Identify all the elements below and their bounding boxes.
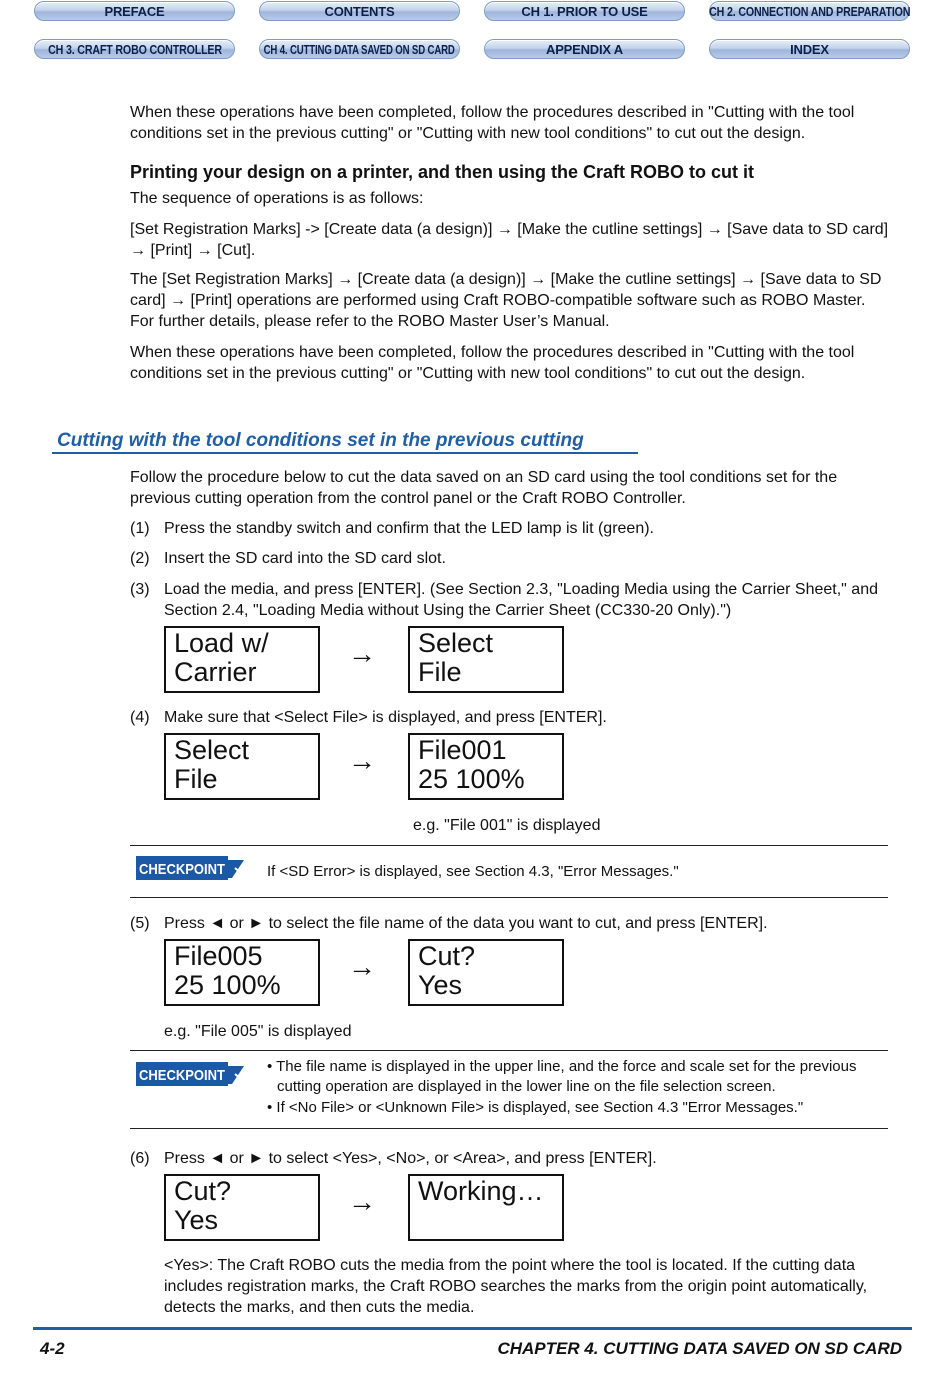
step-number: (1)	[130, 520, 150, 537]
nav-label: INDEX	[790, 41, 829, 57]
nav-contents-button[interactable]	[259, 1, 460, 21]
lcd-line: Yes	[418, 970, 463, 1000]
step-text: Make sure that <Select File> is displayed, and press [ENTER].	[164, 709, 607, 726]
sequence-text: [Set Registration Marks] -> [Create data (a design)] → [Make the cutline settings] → [Save data to SD card] → [Print] → [Cut].	[130, 221, 889, 259]
checkpoint-note: • If <No File> or <Unknown File> is displayed, see Section 4.3 "Error Messages."	[267, 1099, 804, 1116]
nav-label: CH 2. CONNECTION AND PREPARATION	[708, 3, 911, 19]
lcd-line: Carrier	[174, 657, 257, 687]
section-title: Cutting with the tool conditions set in the previous cutting	[57, 430, 584, 451]
lcd-display	[164, 626, 320, 693]
section-intro: Follow the procedure below to cut the data saved on an SD card using the tool conditions set for the previous cutting operation from the control panel or the Craft ROBO Controller.	[130, 469, 838, 507]
intro-paragraph-3: When these operations have been completed, follow the procedures described in "Cutting with the tool conditions set in the previous cutting" or "Cutting with new tool conditions" to cut out the design.	[130, 344, 855, 382]
lcd-line: 25 100%	[418, 764, 525, 794]
lcd-line: File	[418, 657, 462, 687]
step-text: Press ◄ or ► to select <Yes>, <No>, or <Area>, and press [ENTER].	[164, 1150, 657, 1167]
divider	[130, 897, 888, 898]
footer-rule	[33, 1327, 912, 1330]
nav-label: CH 4. CUTTING DATA SAVED ON SD CARD	[263, 41, 456, 57]
lcd-display	[164, 733, 320, 800]
step-text: Press the standby switch and confirm that the LED lamp is lit (green).	[164, 520, 654, 537]
step-number: (3)	[130, 581, 150, 598]
nav-preface-button[interactable]	[34, 1, 235, 21]
step-number: (2)	[130, 550, 150, 567]
sequence-intro: The sequence of operations is as follows:	[130, 190, 424, 207]
nav-label: APPENDIX A	[546, 41, 623, 57]
nav-label: PREFACE	[104, 3, 165, 19]
lcd-display	[408, 939, 564, 1006]
arrow-icon: →	[348, 745, 376, 776]
chapter-title: CHAPTER 4. CUTTING DATA SAVED ON SD CARD	[497, 1339, 902, 1358]
divider	[130, 1128, 888, 1129]
checkpoint-icon	[136, 856, 246, 880]
lcd-line: Cut?	[418, 941, 476, 971]
yes-description: <Yes>: The Craft ROBO cuts the media from the point where the tool is located. If the cutting data includes registration marks, the Craft ROBO searches the marks from the origin point automatically, detects the marks, and then cuts the media.	[164, 1257, 868, 1316]
step-text: Load the media, and press [ENTER]. (See Section 2.3, "Loading Media using the Carrier Sheet," and Section 2.4, "Loading Media without Using the Carrier Sheet (CC330-20 Only).")	[164, 581, 878, 619]
lcd-display	[408, 733, 564, 800]
nav-label: CH 3. CRAFT ROBO CONTROLLER	[47, 41, 222, 57]
nav-ch3-button[interactable]	[34, 39, 235, 59]
lcd-display	[408, 626, 564, 693]
step-number: (4)	[130, 709, 150, 726]
intro-paragraph-2: The [Set Registration Marks] → [Create data (a design)] → [Make the cutline settings] → [Save data to SD card] → [Print] operations are performed using Craft ROBO-compatible software such as ROBO Master. For further details, please refer to the ROBO Master User’s Manual.	[130, 271, 882, 330]
divider	[130, 1050, 888, 1051]
lcd-display	[164, 1174, 320, 1241]
step-text: Insert the SD card into the SD card slot.	[164, 550, 446, 567]
lcd-line: File005	[174, 941, 263, 971]
nav-label: CONTENTS	[324, 3, 395, 19]
step-number: (5)	[130, 915, 150, 932]
lcd-line: Working…	[418, 1176, 544, 1206]
svg-text:CHECKPOINT: CHECKPOINT	[139, 861, 225, 878]
nav-appendix-a-button[interactable]	[484, 39, 685, 59]
caption: e.g. "File 005" is displayed	[164, 1023, 352, 1040]
nav-ch2-button[interactable]	[709, 1, 910, 21]
page-number: 4-2	[40, 1339, 65, 1358]
checkpoint-note: • The file name is displayed in the upper line, and the force and scale set for the previous cutting operation are displayed in the lower line on the file selection screen.	[267, 1058, 857, 1095]
lcd-display	[408, 1174, 564, 1241]
lcd-line: File001	[418, 735, 507, 765]
arrow-icon: →	[348, 951, 376, 982]
lcd-line: Cut?	[174, 1176, 232, 1206]
lcd-line: Load w/	[174, 628, 269, 658]
intro-paragraph-1: When these operations have been completed, follow the procedures described in "Cutting with the tool conditions set in the previous cutting" or "Cutting with new tool conditions" to cut out the design.	[130, 104, 855, 142]
nav-ch4-button[interactable]	[259, 39, 460, 59]
step-number: (6)	[130, 1150, 150, 1167]
nav-label: CH 1. PRIOR TO USE	[521, 3, 648, 19]
nav-ch1-button[interactable]	[484, 1, 685, 21]
arrow-icon: →	[348, 1186, 376, 1217]
lcd-display	[164, 939, 320, 1006]
step-text: Press ◄ or ► to select the file name of the data you want to cut, and press [ENTER].	[164, 915, 768, 932]
lcd-line: File	[174, 764, 218, 794]
printing-heading: Printing your design on a printer, and then using the Craft ROBO to cut it	[130, 162, 755, 182]
lcd-line: 25 100%	[174, 970, 281, 1000]
nav-index-button[interactable]	[709, 39, 910, 59]
lcd-line: Select	[418, 628, 494, 658]
svg-text:CHECKPOINT: CHECKPOINT	[139, 1067, 225, 1084]
checkpoint-icon	[136, 1062, 246, 1086]
arrow-icon: →	[348, 638, 376, 669]
lcd-line: Select	[174, 735, 250, 765]
checkpoint-note: If <SD Error> is displayed, see Section 4.3, "Error Messages."	[267, 863, 679, 880]
section-title-underline	[52, 452, 638, 454]
divider	[130, 845, 888, 846]
lcd-line: Yes	[174, 1205, 219, 1235]
caption: e.g. "File 001" is displayed	[413, 817, 601, 834]
